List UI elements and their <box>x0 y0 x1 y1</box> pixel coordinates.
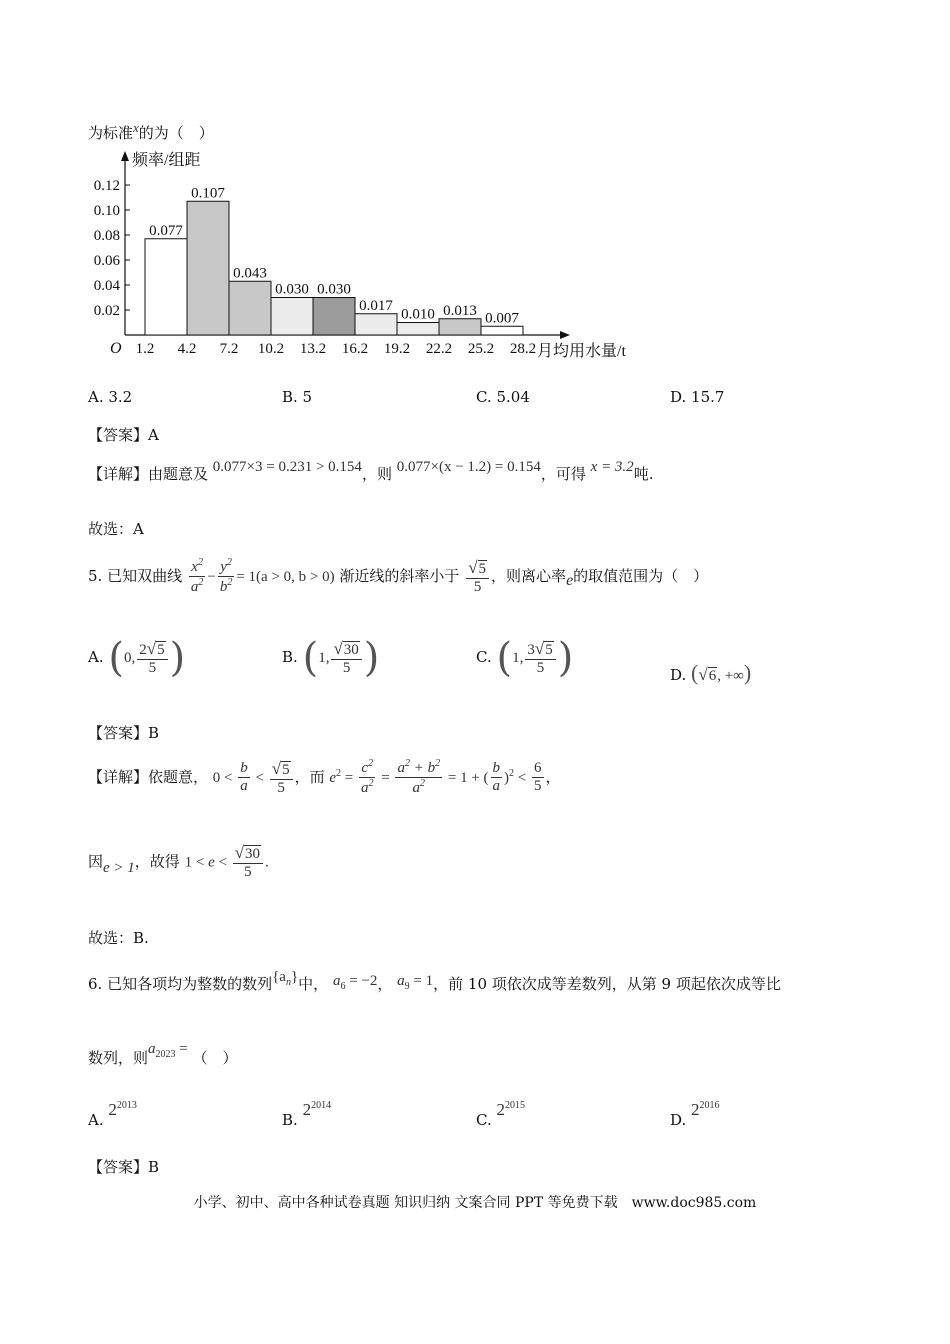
x-tick-label: 28.2 <box>509 341 537 357</box>
q5-frac-y2b2: $\frac{y^2}{b^2}$ <box>219 557 233 596</box>
histogram-bar <box>187 201 229 335</box>
x-axis-label: 月均用水量/t <box>537 343 626 360</box>
x-tick-label: 13.2 <box>299 341 327 357</box>
q6-stem-2: 数列，则$a_{2023}$ = （ ） <box>88 1041 238 1067</box>
bar-value-label: 0.077 <box>149 222 183 239</box>
histogram-bar <box>145 239 187 335</box>
y-axis-label: 频率/组距 <box>132 152 201 169</box>
q6-option-a: A. $2^{2013}$ <box>88 1100 137 1129</box>
histogram-bar <box>481 326 523 335</box>
q4-option-a: A. 3.2 <box>88 388 133 406</box>
y-tick-label: 0.12 <box>93 178 120 194</box>
q6-option-c: C. $2^{2015}$ <box>476 1100 525 1129</box>
q6-stem: 6. 已知各项均为整数的数列$\{a_n\}$中， $a_6 = -2$， $a_9 = 1$，前 10 项依次成等差数列，从第 9 项起依次成等比 <box>88 969 781 993</box>
bar-value-label: 0.017 <box>359 297 393 314</box>
q6-option-b: B. $2^{2014}$ <box>282 1100 332 1129</box>
bar-value-label: 0.013 <box>443 302 477 319</box>
histogram-bar <box>397 323 439 336</box>
bar-value-label: 0.010 <box>401 306 435 323</box>
q4-option-d: D. 15.7 <box>670 388 725 406</box>
q4-detail: 【详解】由题意及 0.077×3 = 0.231 > 0.154，则 0.077×(x − 1.2) = 0.154，可得 x = 3.2吨. <box>88 459 654 483</box>
q5-stem: 5. 已知双曲线 $\frac{x^2}{a^2}$ − $\frac{y^2}{b^2}$ = 1(a > 0, b > 0) 渐近线的斜率小于 $\frac{√5}{5}$ ，则离心率e的取值范围为（ ） <box>88 557 709 596</box>
bar-value-label: 0.007 <box>485 310 519 327</box>
q5-frac-x2a2: $\frac{x^2}{a^2}$ <box>190 557 204 596</box>
histogram-chart <box>80 145 680 370</box>
q4-option-c: C. 5.04 <box>476 388 530 406</box>
q5-option-b: B. (1, $\frac{√30}{5}$ ) <box>282 635 380 681</box>
bar-value-label: 0.030 <box>275 281 309 298</box>
q6-option-d: D. $2^{2016}$ <box>670 1100 720 1129</box>
x-tick-label: 4.2 <box>177 341 197 357</box>
y-tick-label: 0.08 <box>93 228 120 244</box>
x-axis-arrow <box>560 331 570 339</box>
histogram-bar <box>313 298 355 336</box>
histogram-bar <box>271 298 313 336</box>
q5-frac-slope: $\frac{√5}{5}$ <box>466 558 489 597</box>
q4-answer: 【答案】A <box>88 426 159 444</box>
q5-detail: 【详解】依题意， 0 < $\frac{b}{a}$ < $\frac{√5}{5}$ ，而 $e^2$ = $\frac{c^2}{a^2}$ = $\frac{a^2 + b^2}{a^2}$ = 1 + ( $\frac{b}{a}$ )$^2$ < $\frac{6}{5}$ ， <box>88 758 561 797</box>
x-tick-label: 16.2 <box>341 341 369 357</box>
y-axis-arrow <box>121 151 129 161</box>
q4-stem: 为标准x的为（ ） <box>88 120 214 142</box>
q6-answer: 【答案】B <box>88 1158 160 1176</box>
q4-option-b: B. 5 <box>282 388 313 406</box>
x-tick-label: 25.2 <box>467 341 495 357</box>
bar-value-label: 0.043 <box>233 265 267 282</box>
q5-answer: 【答案】B <box>88 724 160 742</box>
y-tick-label: 0.10 <box>93 203 120 219</box>
q5-option-c: C. (1, $\frac{3√5}{5}$ ) <box>476 635 574 681</box>
bar-value-label: 0.030 <box>317 281 351 298</box>
x-tick-label: 19.2 <box>383 341 411 357</box>
y-tick-label: 0.02 <box>93 303 120 319</box>
q5-choice: 故选：B. <box>88 929 149 947</box>
q5-option-a: A. (0, $\frac{2√5}{5}$ ) <box>88 635 186 681</box>
x-tick-label: 7.2 <box>219 341 239 357</box>
origin-label: O <box>110 340 122 357</box>
q5-option-d: D. (√6, +∞) <box>670 660 752 685</box>
x-tick-label: 22.2 <box>425 341 453 357</box>
bar-value-label: 0.107 <box>191 185 225 202</box>
q4-choice: 故选：A <box>88 520 144 538</box>
histogram-bar <box>355 314 397 335</box>
x-tick-label: 1.2 <box>135 341 155 357</box>
page-footer: 小学、初中、高中各种试卷真题 知识归纳 文案合同 PPT 等免费下载 www.doc985.com <box>193 1195 757 1211</box>
histogram-bar <box>229 281 271 335</box>
q5-detail-2: 因e > 1，故得 1 < e < $\frac{√30}{5}$ . <box>88 843 269 881</box>
histogram-bar <box>439 319 481 335</box>
y-tick-label: 0.06 <box>93 253 120 269</box>
x-tick-label: 10.2 <box>257 341 285 357</box>
y-tick-label: 0.04 <box>93 278 120 294</box>
